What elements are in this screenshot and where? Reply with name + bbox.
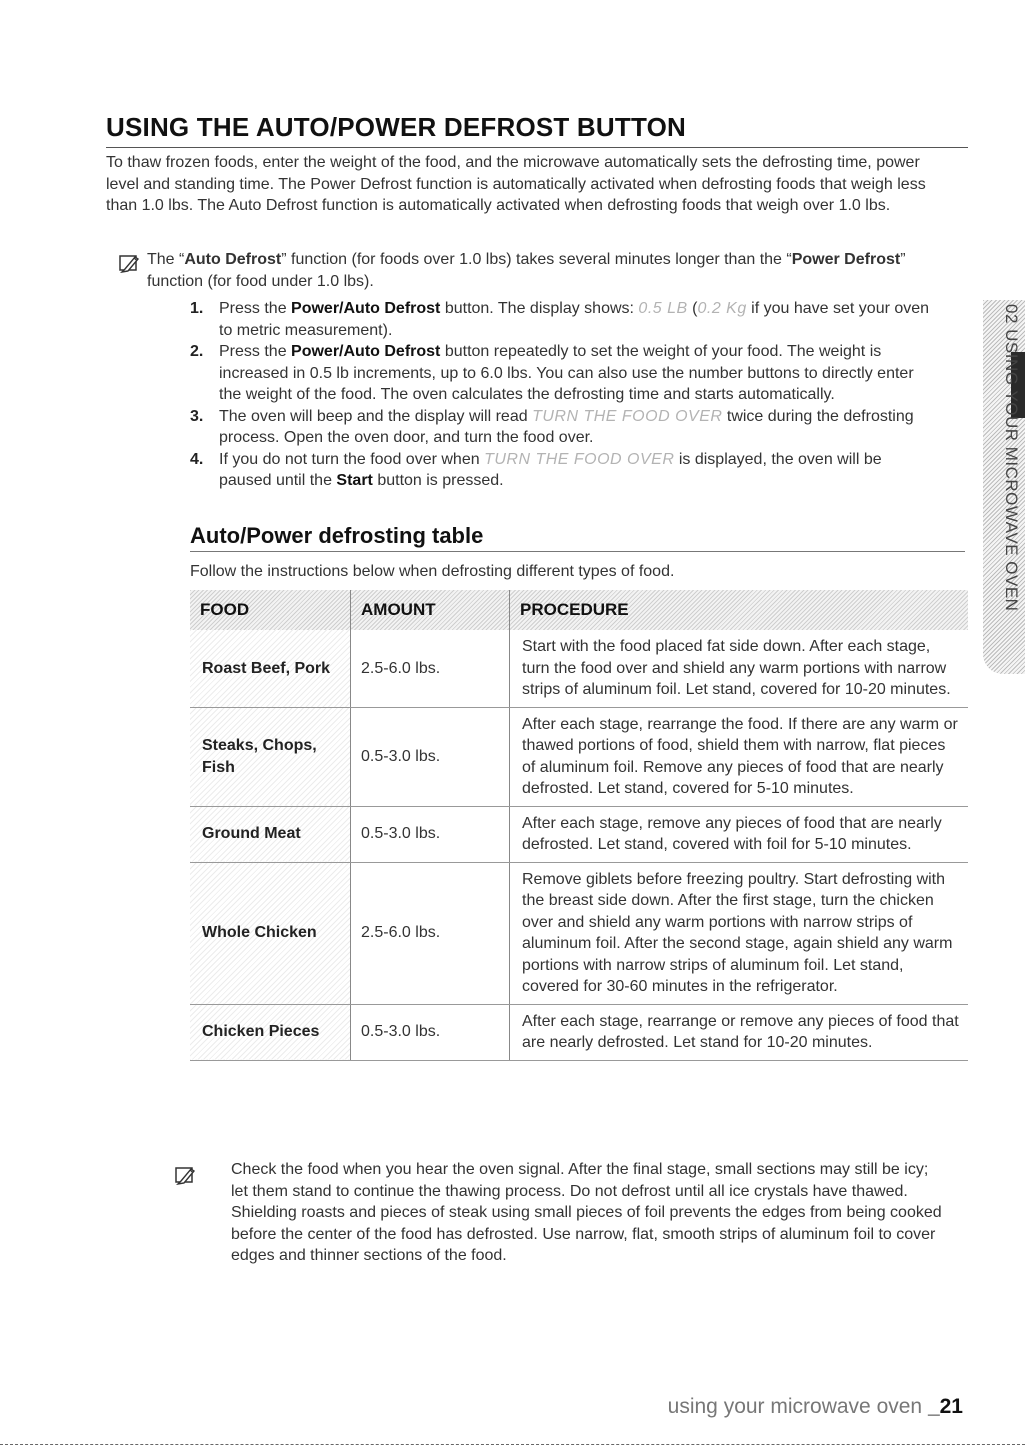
food-cell: Ground Meat — [190, 806, 351, 862]
page-title: USING THE AUTO/POWER DEFROST BUTTON — [106, 112, 968, 148]
amount-cell: 0.5-3.0 lbs. — [351, 1004, 510, 1060]
amount-cell: 2.5-6.0 lbs. — [351, 862, 510, 1004]
subsection-title: Auto/Power defrosting table — [190, 523, 965, 552]
food-cell: Whole Chicken — [190, 862, 351, 1004]
note-pencil-icon — [119, 255, 141, 273]
page-footer — [668, 1395, 963, 1419]
subsection-intro: Follow the instructions below when defrosting different types of food. — [190, 563, 675, 580]
amount-cell: 2.5-6.0 lbs. — [351, 630, 510, 707]
procedure-cell: Remove giblets before freezing poultry. Start defrosting with the breast side down. After the first stage, turn the chicken over and shield any warm portions with narrow strips of aluminum foil. After the second stage, again shield any warm portions with narrow strips of aluminum foil. Let stand, covered for 30-60 minutes in the refrigerator. — [510, 862, 969, 1004]
note-pencil-icon — [175, 1167, 197, 1185]
amount-cell: 0.5-3.0 lbs. — [351, 707, 510, 806]
page-number: _21 — [927, 1395, 963, 1418]
steps-list — [190, 298, 935, 492]
step-4: 4. If you do not turn the food over when TURN THE FOOD OVER is displayed, the oven will be paused until the Start button is pressed. — [190, 450, 882, 489]
display-readout: TURN THE FOOD OVER — [484, 450, 675, 468]
procedure-cell: After each stage, rearrange or remove any pieces of food that are nearly defrosted. Let stand for 10-20 minutes. — [510, 1004, 969, 1060]
column-header-food: FOOD — [190, 590, 351, 630]
food-cell: Chicken Pieces — [190, 1004, 351, 1060]
table-row — [190, 1004, 968, 1060]
table-row — [190, 862, 968, 1004]
intro-paragraph: To thaw frozen foods, enter the weight of the food, and the microwave automatically sets the defrosting time, power level and standing time. The Power Defrost function is automatically activated when defrosting foods that weigh less than 1.0 lbs. The Auto Defrost function is automatically activated when defrosting foods that weigh over 1.0 lbs. — [106, 154, 926, 214]
chapter-tab-label: 02 USING YOUR MICROWAVE OVEN — [1002, 304, 1021, 612]
note-auto-defrost: The “Auto Defrost” function (for foods over 1.0 lbs) takes several minutes longer than the “Power Defrost” function (for food under 1.0 lbs). — [147, 251, 906, 290]
amount-cell: 0.5-3.0 lbs. — [351, 806, 510, 862]
footer-text: using your microwave oven — [667, 1395, 928, 1418]
table-row — [190, 707, 968, 806]
column-header-procedure: PROCEDURE — [510, 590, 969, 630]
procedure-cell: Start with the food placed fat side down. After each stage, turn the food over and shield any warm portions with narrow strips of aluminum foil. Let stand, covered for 10-20 minutes. — [510, 630, 969, 707]
step-2: 2. Press the Power/Auto Defrost button repeatedly to set the weight of your food. The weight is increased in 0.5 lb increments, up to 6.0 lbs. You can also use the number buttons to directly enter the weight of the food. The oven calculates the defrosting time and starts automatically. — [190, 343, 914, 403]
display-readout: TURN THE FOOD OVER — [532, 407, 723, 425]
table-header-row — [190, 590, 968, 630]
step-3: 3. The oven will beep and the display will read TURN THE FOOD OVER twice during the defrosting process. Open the oven door, and turn the food over. — [190, 407, 914, 446]
procedure-cell: After each stage, rearrange the food. If there are any warm or thawed portions of food, shield them with narrow, flat pieces of aluminum foil. Remove any pieces of food that are nearly defrosted. Let stand, covered for 5-10 minutes. — [510, 707, 969, 806]
food-cell: Steaks, Chops, Fish — [190, 707, 351, 806]
display-readout: 0.2 Kg — [697, 300, 747, 317]
procedure-cell: After each stage, remove any pieces of food that are nearly defrosted. Let stand, covered with foil for 5-10 minutes. — [510, 806, 969, 862]
column-header-amount: AMOUNT — [351, 590, 510, 630]
table-row — [190, 630, 968, 707]
table-row — [190, 806, 968, 862]
display-readout: 0.5 LB — [638, 300, 688, 317]
step-1: 1. Press the Power/Auto Defrost button. The display shows: 0.5 LB (0.2 Kg if you have set your oven to metric measurement). — [190, 300, 930, 339]
defrost-table — [190, 590, 968, 1061]
note-check-food: Check the food when you hear the oven signal. After the final stage, small sections may still be icy; let them stand to continue the thawing process. Do not defrost until all ice crystals have thawed. Shielding roasts and pieces of steak using small pieces of foil prevents the edges from being cooked before the center of the food has defrosted. Use narrow, flat, smooth strips of aluminum foil to cover edges and thinner sections of the food. — [231, 1161, 942, 1264]
food-cell: Roast Beef, Pork — [190, 630, 351, 707]
bottom-rule — [0, 1444, 1025, 1445]
